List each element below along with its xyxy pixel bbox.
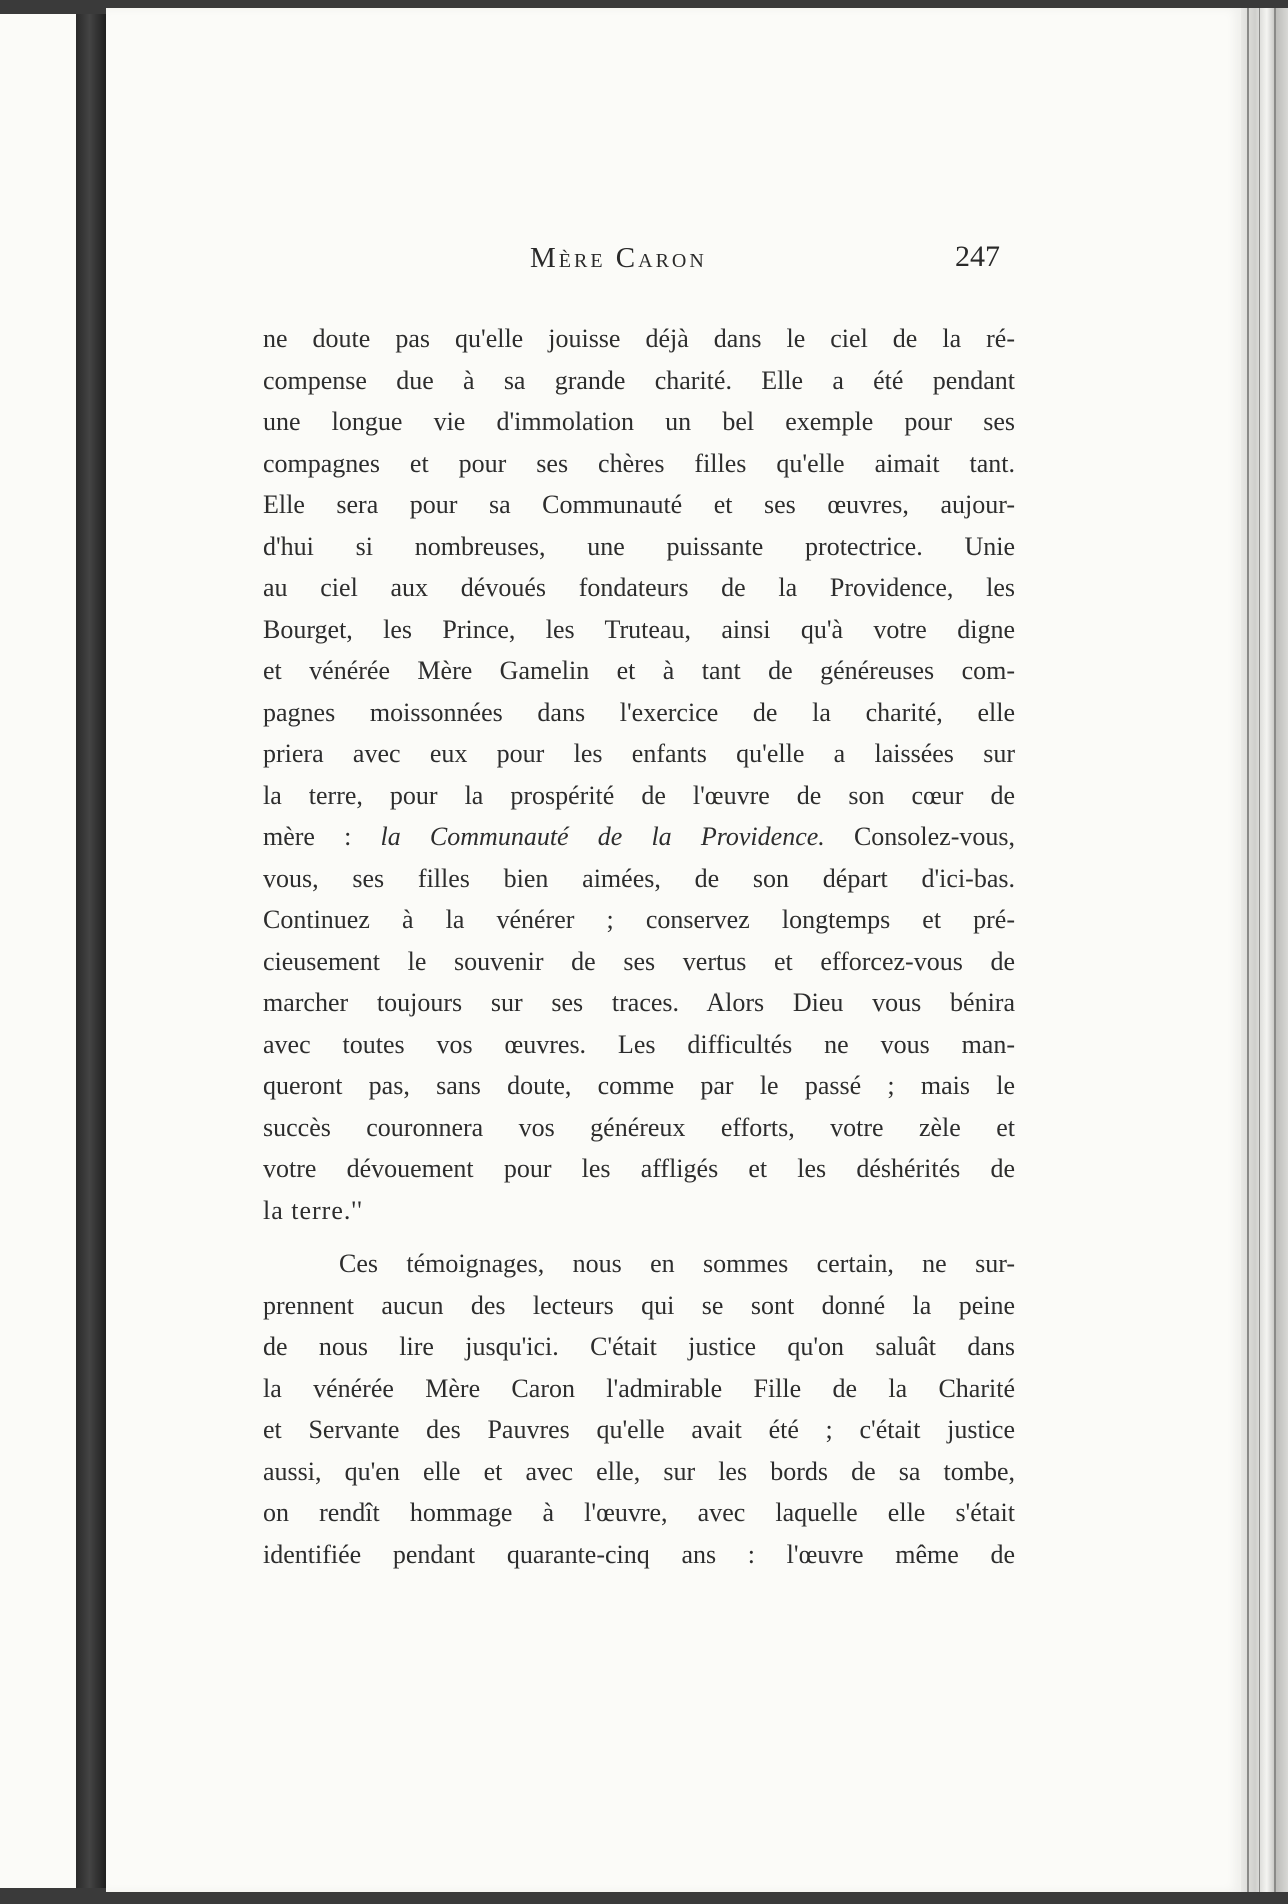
text-line: vous, ses filles bien aimées, de son départ d'ici-bas. <box>263 863 1015 893</box>
facing-page-edge <box>0 14 76 1888</box>
book-gutter <box>76 14 106 1888</box>
page-number: 247 <box>955 240 1000 273</box>
text-line: compense due à sa grande charité. Elle a été pendant <box>263 365 1015 395</box>
body-text <box>263 318 1015 1575</box>
text-line: au ciel aux dévoués fondateurs de la Providence, les <box>263 573 1015 602</box>
page-edge-line <box>1247 8 1249 1892</box>
page-edge-line <box>1274 8 1276 1892</box>
text-line: avec toutes vos œuvres. Les difficultés ne vous man- <box>263 1029 1015 1059</box>
text-line: la terre, pour la prospérité de l'œuvre de son cœur de <box>263 780 1015 810</box>
italic-title: la Communauté de la Providence. <box>380 822 825 851</box>
text-line: votre dévouement pour les affligés et les déshérités de <box>263 1154 1015 1183</box>
text-line: queront pas, sans doute, comme par le passé ; mais le <box>263 1071 1015 1100</box>
text-line: ne doute pas qu'elle jouisse déjà dans le ciel de la ré- <box>263 324 1015 353</box>
text-line: marcher toujours sur ses traces. Alors Dieu vous bénira <box>263 988 1015 1017</box>
text-line: Ces témoignages, nous en sommes certain, ne sur- <box>339 1249 1015 1278</box>
text-segment: mère : <box>263 822 381 851</box>
text-line: la terre.'' <box>263 1195 363 1225</box>
text-line: et vénérée Mère Gamelin et à tant de généreuses com- <box>263 656 1015 685</box>
text-line: compagnes et pour ses chères filles qu'elle aimait tant. <box>263 448 1015 478</box>
text-line: prennent aucun des lecteurs qui se sont donné la peine <box>263 1290 1015 1320</box>
text-line <box>263 816 1015 858</box>
text-line: identifiée pendant quarante-cinq ans : l'œuvre même de <box>263 1539 1015 1569</box>
paragraph <box>263 318 1015 1231</box>
text-line: une longue vie d'immolation un bel exemple pour ses <box>263 407 1015 436</box>
running-head <box>160 242 1000 278</box>
page-stack-edge <box>1241 8 1288 1892</box>
text-line: aussi, qu'en elle et avec elle, sur les bords de sa tombe, <box>263 1456 1015 1486</box>
text-line: Continuez à la vénérer ; conservez longtemps et pré- <box>263 905 1015 934</box>
text-line: Bourget, les Prince, les Truteau, ainsi qu'à votre digne <box>263 614 1015 644</box>
text-segment: Consolez-vous, <box>824 822 1015 851</box>
text-line: priera avec eux pour les enfants qu'elle a laissées sur <box>263 739 1015 768</box>
text-line: d'hui si nombreuses, une puissante protectrice. Unie <box>263 531 1015 561</box>
paragraph <box>263 1243 1015 1575</box>
text-line: cieusement le souvenir de ses vertus et efforcez-vous de <box>263 946 1015 976</box>
text-line: succès couronnera vos généreux efforts, votre zèle et <box>263 1112 1015 1142</box>
running-title: Mère Caron <box>530 242 707 274</box>
text-line: de nous lire jusqu'ici. C'était justice qu'on saluât dans <box>263 1332 1015 1361</box>
text-line: la vénérée Mère Caron l'admirable Fille de la Charité <box>263 1373 1015 1403</box>
text-line: pagnes moissonnées dans l'exercice de la charité, elle <box>263 697 1015 727</box>
page-edge-line <box>1259 8 1260 1892</box>
text-line: Elle sera pour sa Communauté et ses œuvres, aujour- <box>263 490 1015 519</box>
text-line: et Servante des Pauvres qu'elle avait été ; c'était justice <box>263 1415 1015 1444</box>
text-line: on rendît hommage à l'œuvre, avec laquelle elle s'était <box>263 1498 1015 1527</box>
